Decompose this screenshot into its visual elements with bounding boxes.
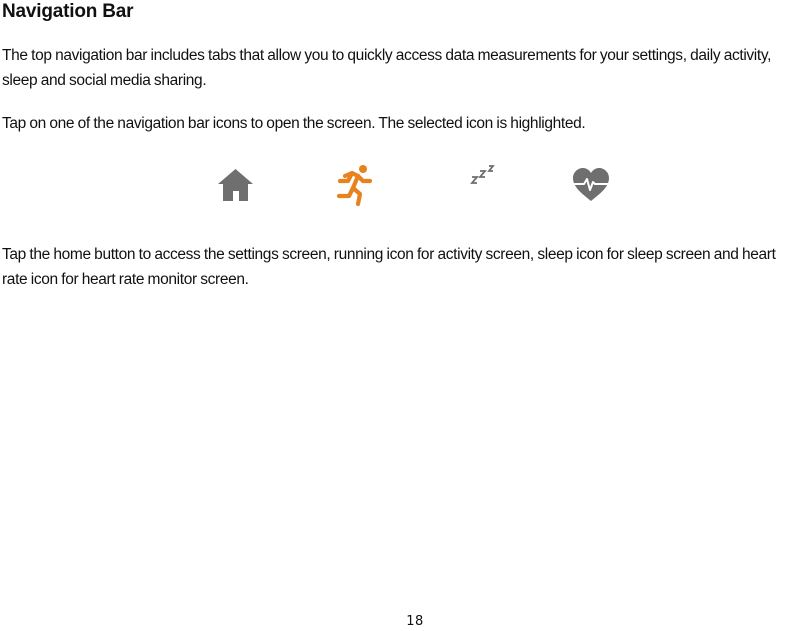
intro-paragraph: The top navigation bar includes tabs that allow you to quickly access data measurements for your settings, daily activity, sleep and social media sharing.	[2, 47, 772, 89]
running-icon	[332, 164, 376, 208]
description-paragraph: Tap the home button to access the settings screen, running icon for activity screen, sleep icon for sleep screen and heart rate icon for heart rate monitor screen.	[2, 246, 776, 288]
sleep-icon	[451, 164, 497, 206]
instruction-paragraph: Tap on one of the navigation bar icons to open the screen. The selected icon is highlighted.	[2, 115, 586, 132]
home-icon	[217, 168, 254, 202]
page-number: 18	[406, 614, 424, 629]
section-title: Navigation Bar	[2, 1, 134, 22]
navigation-bar-illustration	[0, 164, 790, 208]
heart-rate-icon	[572, 168, 610, 202]
